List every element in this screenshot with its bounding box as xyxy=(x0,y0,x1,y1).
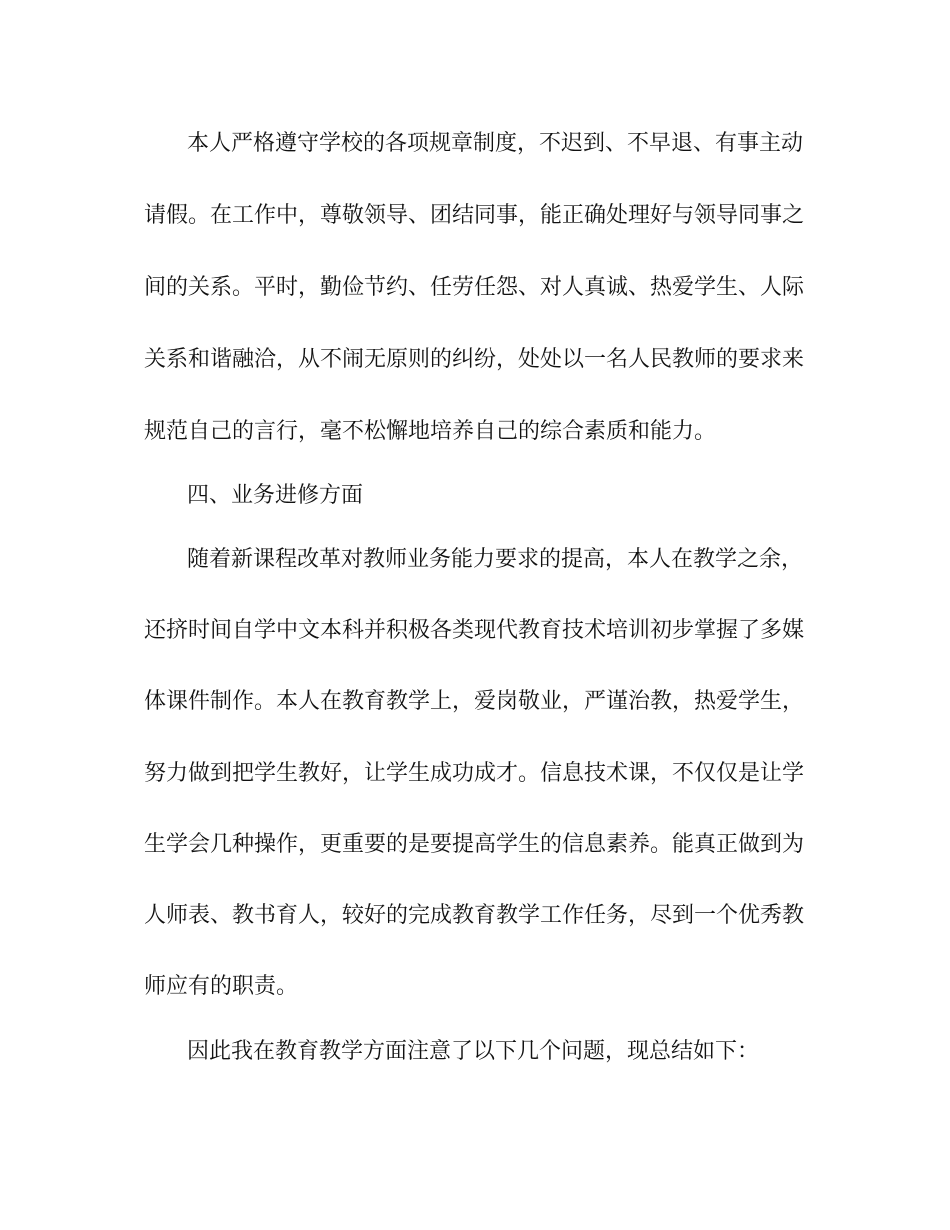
paragraph-line: 努力做到把学生教好，让学生成功成才。信息技术课，不仅仅是让学 xyxy=(144,761,805,786)
paragraph-line: 请假。在工作中，尊敬领导、团结同事，能正确处理好与领导同事之 xyxy=(144,203,805,228)
paragraph-line: 师应有的职责。 xyxy=(144,974,299,999)
section-heading: 四、业务进修方面 xyxy=(187,483,364,508)
paragraph-line: 随着新课程改革对教师业务能力要求的提高，本人在教学之余， xyxy=(187,547,804,572)
paragraph-line: 本人严格遵守学校的各项规章制度，不迟到、不早退、有事主动 xyxy=(187,131,804,156)
paragraph-line: 因此我在教育教学方面注意了以下几个问题，现总结如下： xyxy=(187,1039,760,1064)
paragraph-line: 生学会几种操作，更重要的是要提高学生的信息素养。能真正做到为 xyxy=(144,832,805,857)
paragraph-line: 体课件制作。本人在教育教学上，爱岗敬业，严谨治教，热爱学生， xyxy=(144,689,805,714)
paragraph-line: 间的关系。平时，勤俭节约、任劳任怨、对人真诚、热爱学生、人际 xyxy=(144,275,805,300)
paragraph-line: 关系和谐融洽，从不闹无原则的纠纷，处处以一名人民教师的要求来 xyxy=(144,347,805,372)
paragraph-line: 规范自己的言行，毫不松懈地培养自己的综合素质和能力。 xyxy=(144,419,717,444)
paragraph-line: 人师表、教书育人，较好的完成教育教学工作任务，尽到一个优秀教 xyxy=(144,903,805,928)
paragraph-line: 还挤时间自学中文本科并积极各类现代教育技术培训初步掌握了多媒 xyxy=(144,618,805,643)
